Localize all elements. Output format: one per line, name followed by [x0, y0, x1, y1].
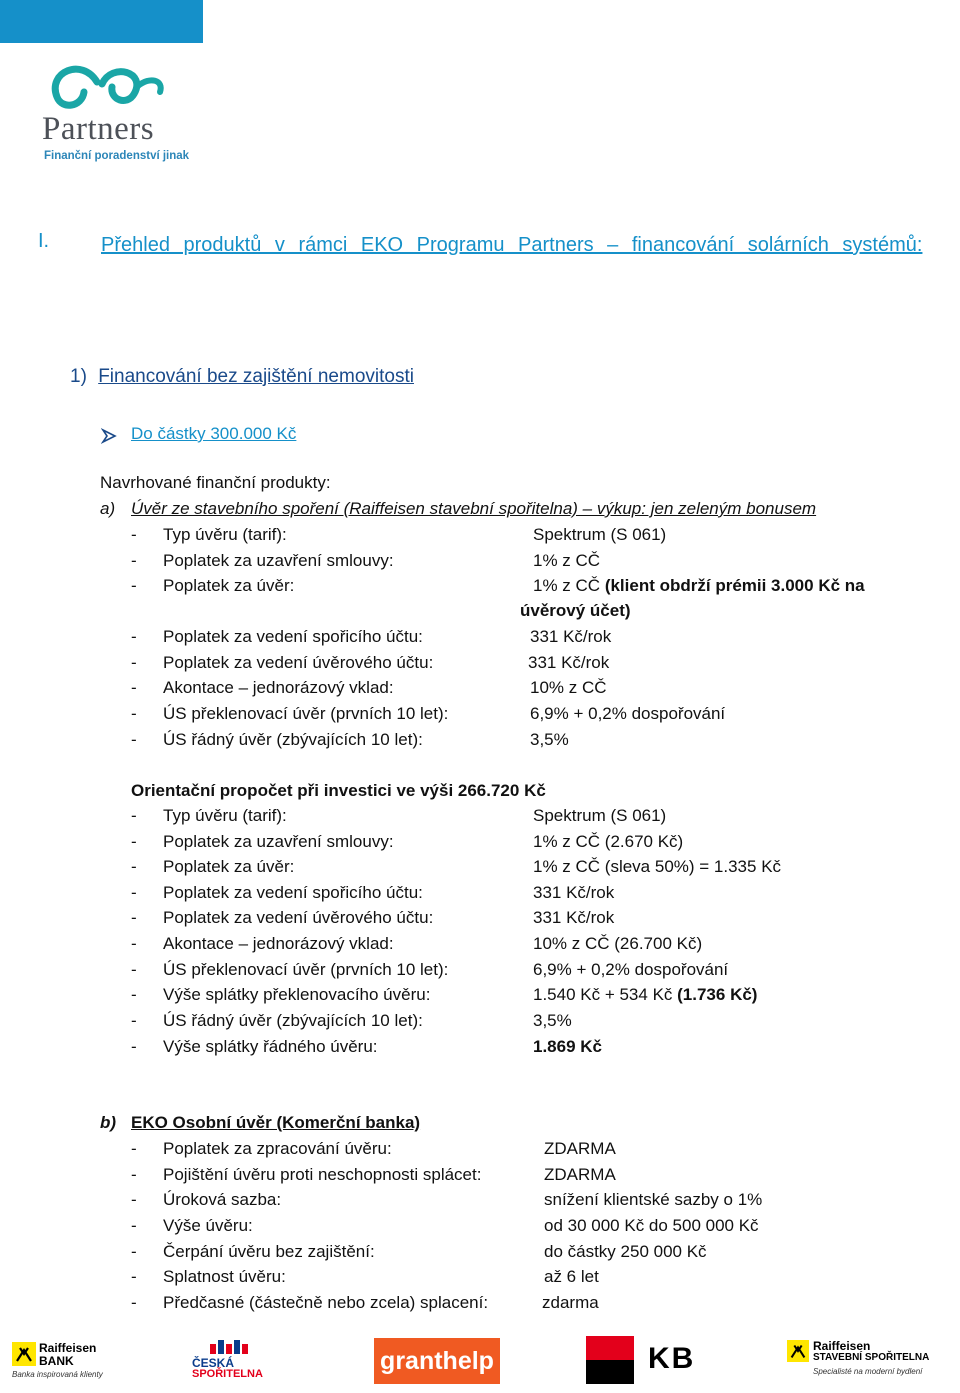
- dash: -: [131, 1293, 137, 1312]
- row-value: 1% z CČ (sleva 50%) = 1.335 Kč: [533, 857, 782, 876]
- row-label: Poplatek za vedení spořicího účtu:: [163, 883, 423, 902]
- row-value: ZDARMA: [544, 1165, 616, 1184]
- item-a: [100, 499, 817, 519]
- row-label: Čerpání úvěru bez zajištění:: [163, 1242, 375, 1261]
- row-label: Splatnost úvěru:: [163, 1267, 286, 1286]
- row-value: ZDARMA: [544, 1139, 616, 1158]
- row-value: do částky 250 000 Kč: [544, 1242, 707, 1261]
- dash: -: [131, 908, 137, 927]
- row-value-bold: 1.869 Kč: [533, 1037, 602, 1056]
- proposed-heading: Navrhované finanční produkty:: [100, 473, 331, 492]
- row-label: Poplatek za úvěr:: [163, 576, 295, 595]
- row-label: Úroková sazba:: [163, 1190, 282, 1209]
- dash: -: [131, 1139, 137, 1158]
- section-number: I.: [38, 230, 50, 252]
- row-value-bold: (1.736 Kč): [677, 985, 758, 1004]
- row-value: 6,9% + 0,2% dospořování: [533, 960, 729, 979]
- row-label: Akontace – jednorázový vklad:: [163, 678, 394, 697]
- subsection-number: 1): [70, 366, 87, 387]
- row-value: 1% z CČ: [533, 551, 601, 570]
- row-label: Poplatek za uzavření smlouvy:: [163, 551, 394, 570]
- dash: -: [131, 1165, 137, 1184]
- item-a-prefix: a): [100, 499, 116, 518]
- bullet-amount: Do částky 300.000 Kč: [131, 424, 297, 443]
- row-value: 331 Kč/rok: [533, 908, 615, 927]
- dash: -: [131, 627, 137, 646]
- row-label: Poplatek za vedení spořicího účtu:: [163, 627, 423, 646]
- row-value-text: 1% z CČ: [533, 576, 601, 595]
- row-value: až 6 let: [544, 1267, 599, 1286]
- row-label: Typ úvěru (tarif):: [163, 806, 287, 825]
- rss-line1: Raiffeisen: [813, 1339, 871, 1353]
- section-title: Přehled produktů v rámci EKO Programu Partners – financování solárních systémů:: [101, 234, 923, 256]
- rb-line3: Banka inspirovaná klienty: [12, 1370, 103, 1379]
- dash: -: [131, 730, 137, 749]
- dash: -: [131, 653, 137, 672]
- rss-line2: STAVEBNÍ SPOŘITELNA: [813, 1352, 930, 1363]
- item-b-title: EKO Osobní úvěr (Komerční banka): [131, 1113, 421, 1132]
- item-b: [100, 1113, 421, 1133]
- row-label: Poplatek za uzavření smlouvy:: [163, 832, 394, 851]
- arrow-bullet-icon: [101, 428, 117, 444]
- dash: -: [131, 806, 137, 825]
- row-value: 10% z CČ: [530, 678, 607, 697]
- raiffeisen-gable-icon: [12, 1342, 36, 1366]
- row-value: 3,5%: [533, 1011, 572, 1030]
- row-value-bold: úvěrový účet): [520, 601, 631, 620]
- dash: -: [131, 934, 137, 953]
- row-label: Výše splátky překlenovacího úvěru:: [163, 985, 431, 1004]
- kb-red-block: [586, 1336, 634, 1360]
- dash: -: [131, 1190, 137, 1209]
- row-value: 10% z CČ (26.700 Kč): [533, 934, 703, 953]
- row-value: Spektrum (S 061): [533, 525, 667, 544]
- row-label: Poplatek za vedení úvěrového účtu:: [163, 908, 434, 927]
- subsection-title: Financování bez zajištění nemovitosti: [98, 366, 414, 387]
- row-value-text: 1.540 Kč + 534 Kč: [533, 985, 673, 1004]
- dash: -: [131, 678, 137, 697]
- row-value: 3,5%: [530, 730, 569, 749]
- row-label: Poplatek za zpracování úvěru:: [163, 1139, 392, 1158]
- raiffeisen-gable-icon: [787, 1340, 809, 1362]
- dash: -: [131, 551, 137, 570]
- dash: -: [131, 985, 137, 1004]
- row-label: ÚS řádný úvěr (zbývajících 10 let):: [163, 730, 423, 749]
- row-label: Výše splátky řádného úvěru:: [163, 1037, 378, 1056]
- row-label: Akontace – jednorázový vklad:: [163, 934, 394, 953]
- dash: -: [131, 1267, 137, 1286]
- cs-line2: SPOŘITELNA: [192, 1368, 263, 1380]
- raiffeisen-ss-logo: [787, 1340, 952, 1386]
- row-label: ÚS překlenovací úvěr (prvních 10 let):: [163, 704, 449, 723]
- dash: -: [131, 1011, 137, 1030]
- dash: -: [131, 960, 137, 979]
- calc-heading: Orientační propočet při investici ve výši 266.720 Kč: [131, 781, 546, 800]
- kb-logo: [586, 1336, 720, 1384]
- row-label: Typ úvěru (tarif):: [163, 525, 287, 544]
- item-b-prefix: b): [100, 1113, 117, 1132]
- rb-line2: BANK: [39, 1354, 74, 1368]
- logo-wordmark: Partners: [42, 111, 155, 147]
- row-value: [533, 576, 865, 596]
- rss-line3: Specialisté na moderní bydlení: [813, 1367, 923, 1376]
- row-label: Výše úvěru:: [163, 1216, 253, 1235]
- row-value: 331 Kč/rok: [528, 653, 610, 672]
- item-a-title: Úvěr ze stavebního spoření (Raiffeisen stavební spořitelna) – výkup: jen zeleným bonusem: [131, 499, 817, 518]
- row-value: od 30 000 Kč do 500 000 Kč: [544, 1216, 759, 1235]
- granthelp-logo: granthelp: [374, 1338, 500, 1384]
- dash: -: [131, 832, 137, 851]
- row-label: Pojištění úvěru proti neschopnosti splácet:: [163, 1165, 482, 1184]
- row-value: 6,9% + 0,2% dospořování: [530, 704, 726, 723]
- cs-line1: ČESKÁ: [192, 1356, 235, 1370]
- dash: -: [131, 1216, 137, 1235]
- row-value: snížení klientské sazby o 1%: [544, 1190, 763, 1209]
- row-label: Předčasné (částečně nebo zcela) splacení:: [163, 1293, 489, 1312]
- row-label: ÚS řádný úvěr (zbývajících 10 let):: [163, 1011, 423, 1030]
- row-label: Poplatek za vedení úvěrového účtu:: [163, 653, 434, 672]
- dash: -: [131, 1242, 137, 1261]
- row-value: 331 Kč/rok: [533, 883, 615, 902]
- cs-icon: [208, 1340, 252, 1354]
- row-value: zdarma: [542, 1293, 599, 1312]
- dash: -: [131, 525, 137, 544]
- subsection-heading: [70, 366, 414, 388]
- row-value: [533, 985, 757, 1005]
- row-label: ÚS překlenovací úvěr (prvních 10 let):: [163, 960, 449, 979]
- row-label: Poplatek za úvěr:: [163, 857, 295, 876]
- dash: -: [131, 1037, 137, 1056]
- row-value: 331 Kč/rok: [530, 627, 612, 646]
- logo-tagline: Finanční poradenství jinak: [44, 150, 190, 162]
- dash: -: [131, 883, 137, 902]
- row-value-bold: (klient obdrží prémii 3.000 Kč na: [604, 576, 865, 595]
- dash: -: [131, 704, 137, 723]
- ceska-sporitelna-logo: [192, 1340, 272, 1382]
- kb-text: KB: [648, 1342, 696, 1375]
- row-value: 1% z CČ (2.670 Kč): [533, 832, 684, 851]
- dash: -: [131, 857, 137, 876]
- row-value: Spektrum (S 061): [533, 806, 667, 825]
- dash: -: [131, 576, 137, 595]
- raiffeisen-bank-logo: [12, 1342, 112, 1382]
- top-color-bar: [0, 0, 203, 43]
- kb-black-block: [586, 1360, 634, 1384]
- rb-line1: Raiffeisen: [39, 1341, 97, 1355]
